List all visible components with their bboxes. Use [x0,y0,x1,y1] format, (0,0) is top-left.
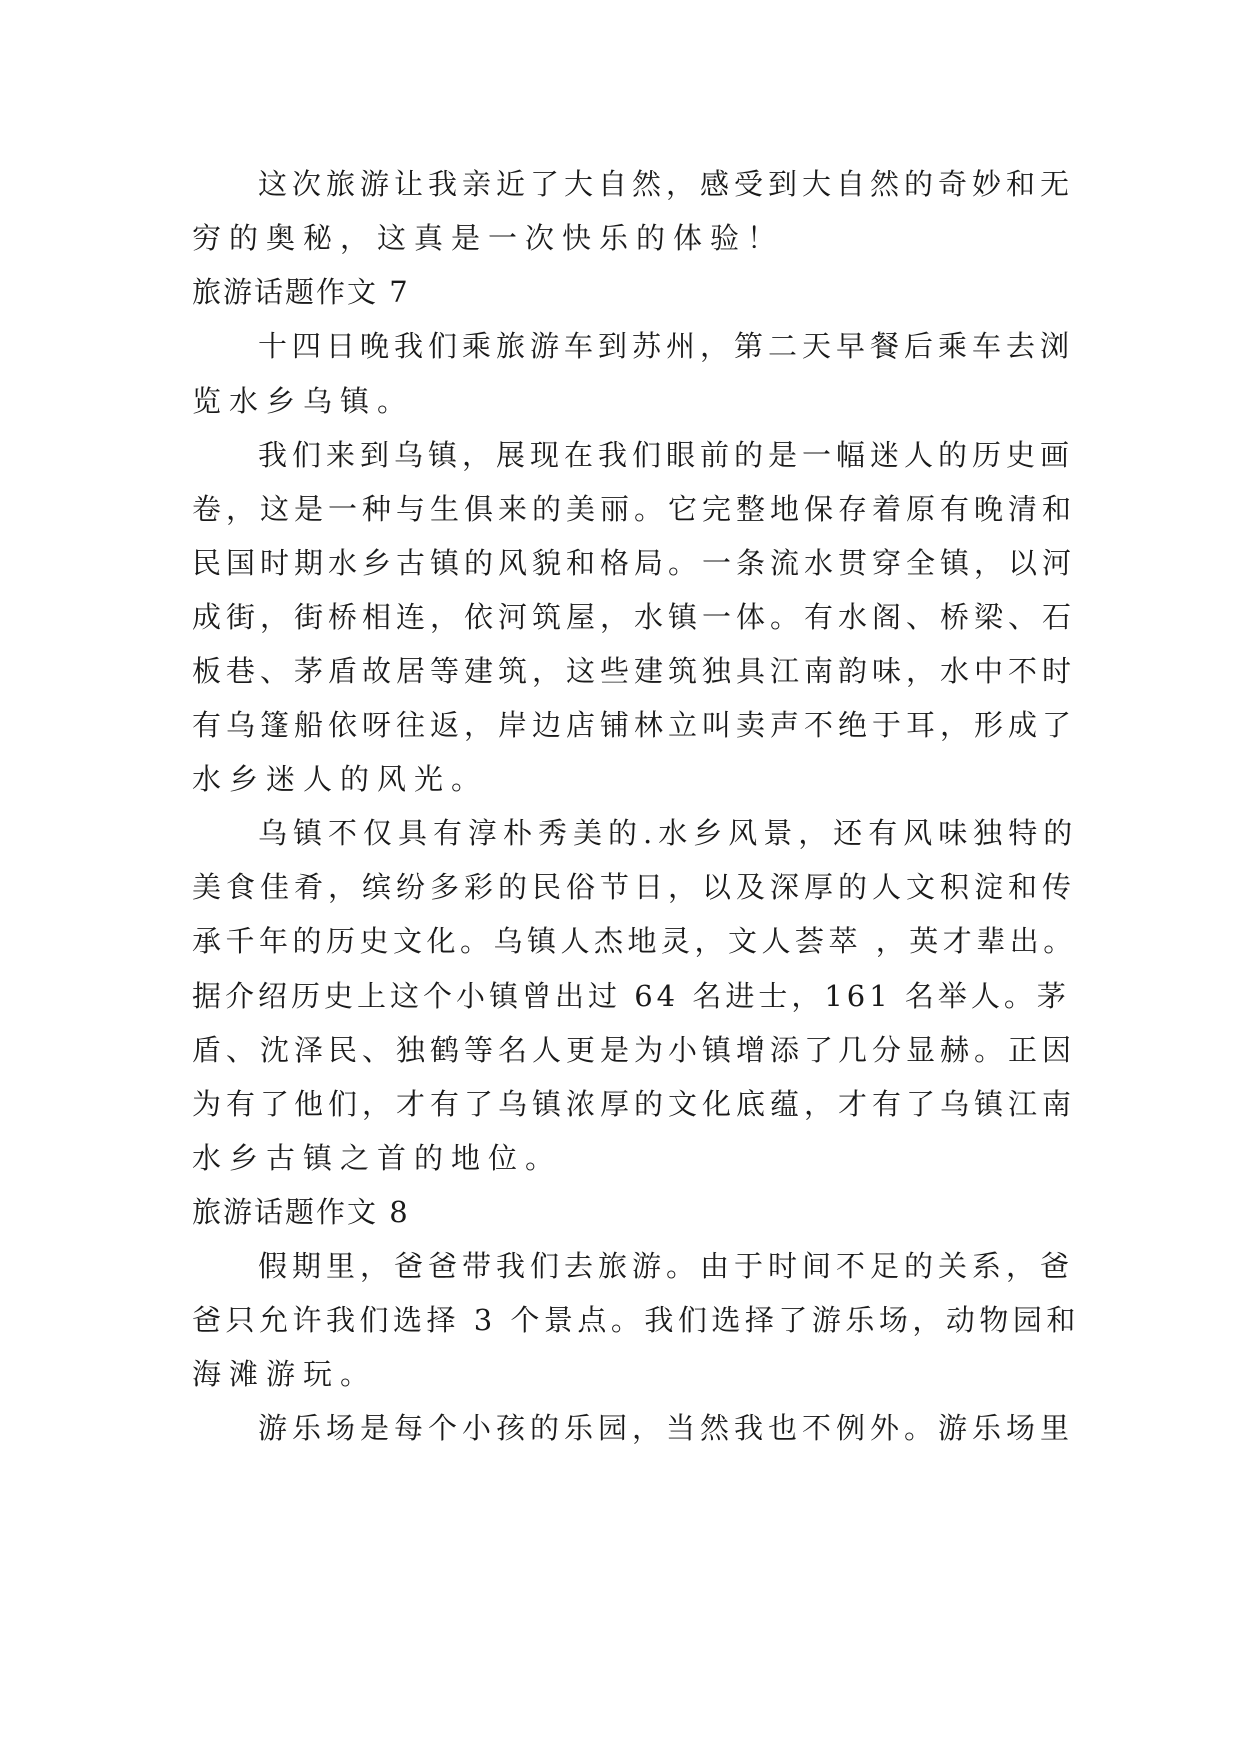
paragraph-line: 卷，这是一种与生俱来的美丽。它完整地保存着原有晚清和 [192,492,1077,526]
paragraph-line: 海滩游玩。 [192,1357,378,1391]
paragraph-line: 为有了他们，才有了乌镇浓厚的文化底蕴，才有了乌镇江南 [192,1087,1077,1121]
paragraph-line: 水乡古镇之首的地位。 [192,1141,563,1175]
paragraph-line: 成街，街桥相连，依河筑屋，水镇一体。有水阁、桥梁、石 [192,600,1077,634]
paragraph-line: 水乡迷人的风光。 [192,762,489,796]
paragraph-line: 乌镇不仅具有淳朴秀美的.水乡风景，还有风味独特的 [258,816,1079,850]
paragraph-line: 盾、沈泽民、独鹤等名人更是为小镇增添了几分显赫。正因 [192,1033,1077,1067]
paragraph-line: 游乐场是每个小孩的乐园，当然我也不例外。游乐场里 [258,1411,1075,1445]
paragraph-line: 我们来到乌镇，展现在我们眼前的是一幅迷人的历史画 [258,438,1075,472]
paragraph-line: 美食佳肴，缤纷多彩的民俗节日，以及深厚的人文积淀和传 [192,870,1077,904]
section-heading: 旅游话题作文 8 [192,1195,410,1229]
paragraph-line: 爸只允许我们选择 3 个景点。我们选择了游乐场，动物园和 [192,1303,1080,1337]
paragraph-line: 十四日晚我们乘旅游车到苏州，第二天早餐后乘车去浏 [258,329,1075,363]
paragraph-line: 承千年的历史文化。乌镇人杰地灵，文人荟萃 ，英才辈出。 [192,924,1077,958]
paragraph-line: 这次旅游让我亲近了大自然，感受到大自然的奇妙和无 [258,167,1075,201]
paragraph-line: 穷的奥秘，这真是一次快乐的体验！ [192,221,785,255]
paragraph-line: 据介绍历史上这个小镇曾出过 64 名进士，161 名举人。茅 [192,979,1070,1013]
paragraph-line: 民国时期水乡古镇的风貌和格局。一条流水贯穿全镇，以河 [192,546,1077,580]
paragraph-line: 有乌篷船依呀往返，岸边店铺林立叫卖声不绝于耳，形成了 [192,708,1077,742]
section-heading: 旅游话题作文 7 [192,275,410,309]
paragraph-line: 假期里，爸爸带我们去旅游。由于时间不足的关系，爸 [258,1249,1075,1283]
paragraph-line: 板巷、茅盾故居等建筑，这些建筑独具江南韵味，水中不时 [192,654,1077,688]
paragraph-line: 览水乡乌镇。 [192,384,415,418]
